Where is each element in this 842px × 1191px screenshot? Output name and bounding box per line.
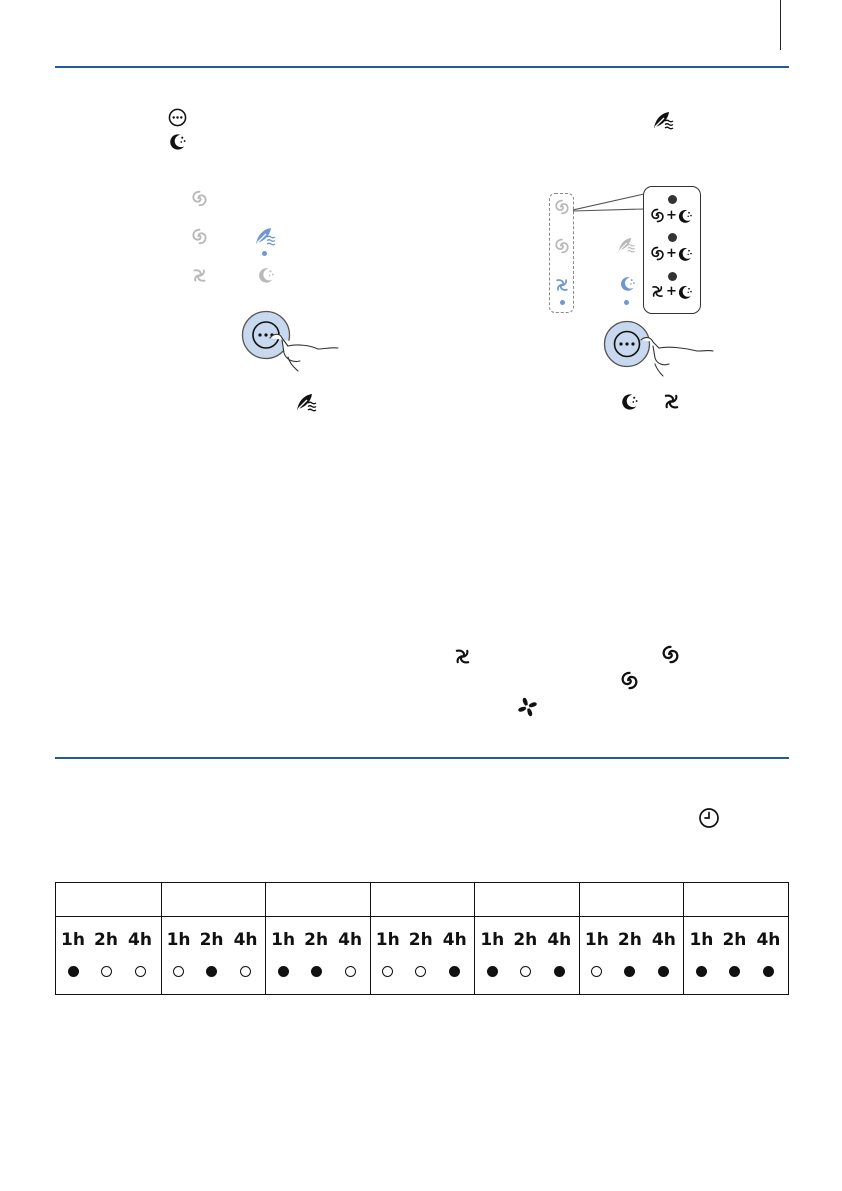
- turbo-mode-icon: [191, 267, 208, 284]
- timer-hour-label: 1h: [271, 930, 296, 950]
- timer-hour-label: 4h: [756, 930, 781, 950]
- combo-indicator-dot: [668, 272, 677, 281]
- timer-hour-label: 1h: [375, 930, 400, 950]
- timer-light-on: [487, 966, 498, 977]
- timer-column: [474, 883, 579, 994]
- indicator-light: [262, 251, 267, 256]
- indicator-light: [560, 300, 565, 305]
- sleep-mode-icon: [677, 246, 693, 262]
- sleep-mode-icon: [677, 208, 693, 224]
- timer-light-on: [763, 966, 774, 977]
- timer-icon: [698, 807, 720, 829]
- timer-light-on: [729, 966, 740, 977]
- timer-light-on: [278, 966, 289, 977]
- combo-indicator-dot: [668, 233, 677, 242]
- timer-hour-label: 4h: [651, 930, 676, 950]
- timer-hour-label: 2h: [304, 930, 329, 950]
- combo-indicator-dot: [668, 195, 677, 204]
- timer-hour-labels: [162, 930, 266, 952]
- auto-mode-icon: [554, 238, 570, 254]
- timer-light-off: [173, 966, 184, 977]
- indicator-light: [624, 300, 629, 305]
- sleep-mode-icon: [619, 275, 636, 292]
- timer-column: [265, 883, 370, 994]
- timer-column: [683, 883, 788, 994]
- sleep-mode-icon: [620, 392, 639, 411]
- timer-light-on: [554, 966, 565, 977]
- timer-hour-labels: [56, 930, 161, 952]
- page-edge-line: [780, 0, 781, 50]
- timer-hour-label: 4h: [338, 930, 363, 950]
- timer-column-header: [684, 883, 788, 917]
- timer-hour-labels: [684, 930, 788, 952]
- turbo-mode-icon: [650, 284, 665, 299]
- timer-hour-label: 4h: [442, 930, 467, 950]
- allergen-mode-icon: [652, 110, 676, 130]
- sleep-mode-icon: [257, 266, 275, 284]
- timer-column: [56, 883, 161, 994]
- auto-mode-icon: [620, 671, 639, 690]
- turbo-mode-icon: [554, 277, 570, 293]
- timer-light-off: [135, 966, 146, 977]
- fan-icon: [516, 696, 539, 718]
- plus-sign: +: [666, 246, 677, 261]
- timer-hour-label: 2h: [408, 930, 433, 950]
- timer-light-off: [345, 966, 356, 977]
- auto-mode-icon: [191, 228, 208, 245]
- timer-light-off: [520, 966, 531, 977]
- timer-hour-label: 4h: [128, 930, 152, 950]
- timer-light-on: [696, 966, 707, 977]
- timer-column-header: [580, 883, 684, 917]
- timer-hour-label: 4h: [547, 930, 572, 950]
- timer-column: [370, 883, 475, 994]
- sleep-mode-icon: [168, 132, 187, 151]
- timer-hour-label: 2h: [94, 930, 118, 950]
- timer-hour-label: 1h: [584, 930, 609, 950]
- timer-hour-label: 2h: [513, 930, 538, 950]
- timer-hour-labels: [475, 930, 579, 952]
- timer-light-on: [624, 966, 635, 977]
- timer-column-header: [266, 883, 370, 917]
- auto-mode-icon: [191, 190, 208, 207]
- mode-button-icon: [168, 108, 187, 127]
- timer-hour-labels: [266, 930, 370, 952]
- timer-hour-label: 1h: [166, 930, 191, 950]
- timer-light-on: [658, 966, 669, 977]
- section-rule-top: [55, 66, 789, 68]
- sleep-mode-icon: [677, 284, 693, 300]
- allergen-mode-icon: [617, 236, 637, 253]
- auto-mode-icon: [650, 208, 665, 223]
- turbo-mode-icon: [662, 392, 681, 411]
- timer-hour-label: 1h: [480, 930, 505, 950]
- timer-hour-label: 1h: [61, 930, 85, 950]
- timer-light-on: [449, 966, 460, 977]
- turbo-mode-icon: [453, 647, 472, 666]
- auto-mode-icon: [554, 199, 570, 215]
- timer-hour-labels: [580, 930, 684, 952]
- timer-hour-label: 2h: [722, 930, 747, 950]
- callout-pointer: [573, 190, 645, 220]
- timer-column-header: [56, 883, 161, 917]
- timer-indicator-table: [55, 882, 789, 995]
- allergen-mode-icon: [254, 226, 278, 246]
- timer-hour-label: 2h: [617, 930, 642, 950]
- allergen-mode-icon: [295, 392, 319, 412]
- timer-hour-label: 2h: [199, 930, 224, 950]
- timer-column: [579, 883, 684, 994]
- timer-light-on: [206, 966, 217, 977]
- timer-hour-label: 1h: [689, 930, 714, 950]
- timer-light-off: [415, 966, 426, 977]
- timer-column-header: [475, 883, 579, 917]
- timer-light-off: [101, 966, 112, 977]
- auto-mode-icon: [661, 645, 680, 664]
- mode-button-press-illustration: [240, 305, 340, 375]
- timer-column: [161, 883, 266, 994]
- timer-light-on: [68, 966, 79, 977]
- timer-light-on: [311, 966, 322, 977]
- timer-hour-label: 4h: [233, 930, 258, 950]
- auto-mode-icon: [650, 246, 665, 261]
- timer-column-header: [371, 883, 475, 917]
- timer-light-off: [591, 966, 602, 977]
- hand-press-icon: [641, 338, 713, 376]
- timer-column-header: [162, 883, 266, 917]
- plus-sign: +: [666, 208, 677, 223]
- section-rule-middle: [55, 757, 789, 759]
- mode-button-press-illustration: [603, 318, 715, 380]
- timer-light-off: [382, 966, 393, 977]
- timer-hour-labels: [371, 930, 475, 952]
- plus-sign: +: [666, 284, 677, 299]
- timer-light-off: [240, 966, 251, 977]
